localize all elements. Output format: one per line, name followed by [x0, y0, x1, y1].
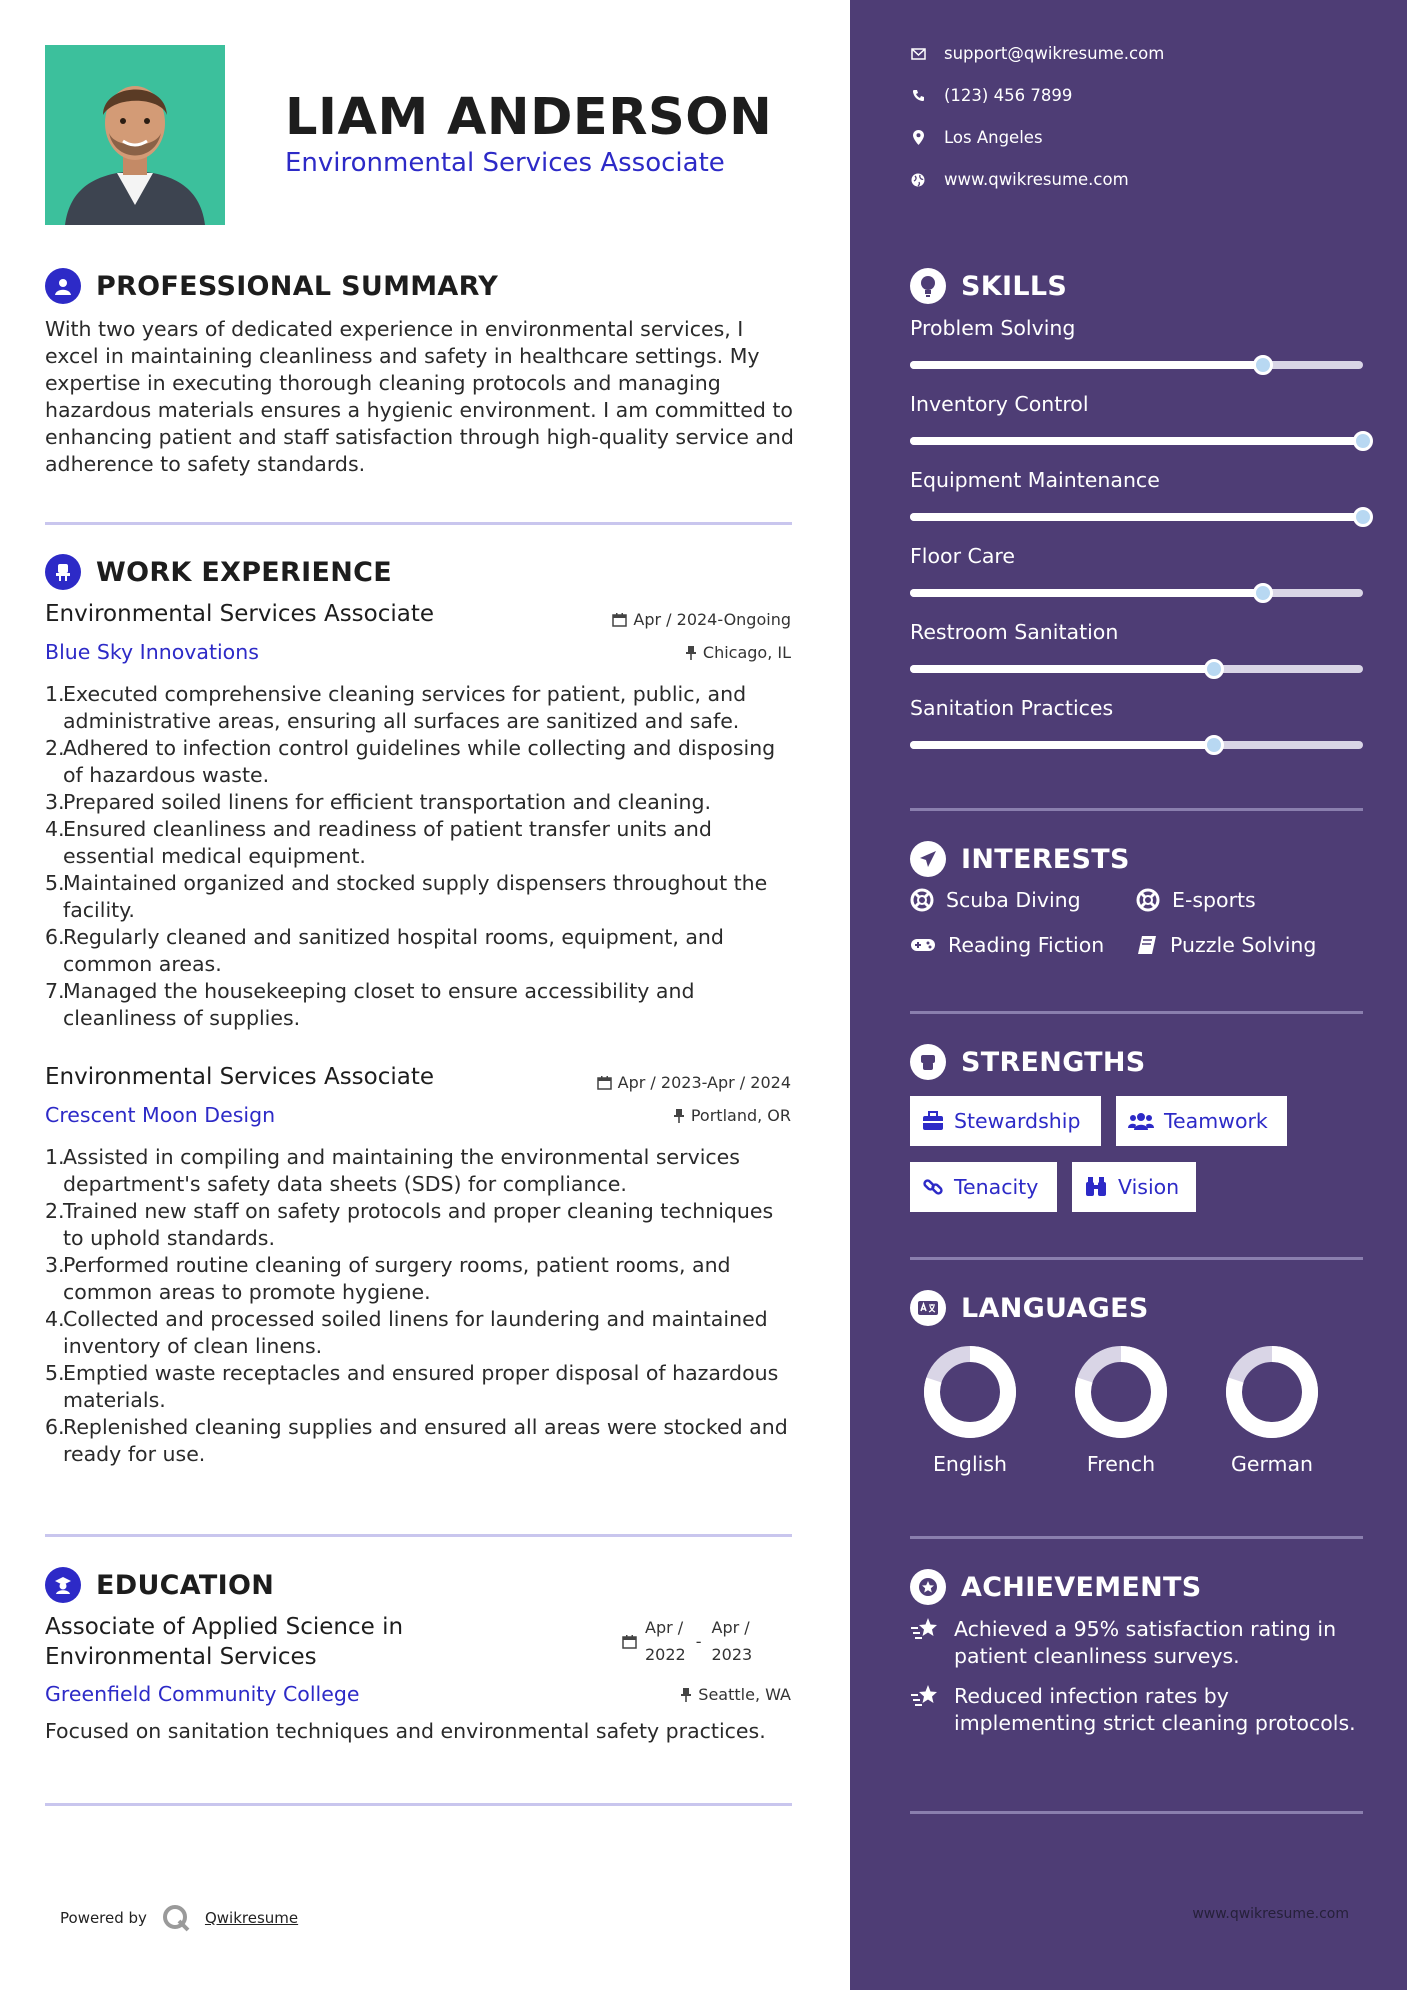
envelope-icon — [910, 48, 926, 60]
date-separator: - — [695, 1631, 702, 1651]
list-item: 2. Adhered to infection control guidelines while collecting and disposing of hazardous waste. — [45, 736, 776, 787]
language-label: English — [932, 1452, 1008, 1476]
interests-title: INTERESTS — [961, 843, 1130, 875]
language-item — [910, 1344, 1030, 1476]
calendar-icon — [612, 612, 627, 627]
skill-bar — [910, 741, 1363, 749]
skill-bar — [910, 665, 1363, 673]
pin-icon — [680, 1687, 692, 1702]
achievement-text: Reduced infection rates by implementing strict cleaning protocols. — [954, 1684, 1356, 1735]
summary-title: PROFESSIONAL SUMMARY — [96, 270, 499, 302]
contact-email[interactable] — [910, 44, 1164, 63]
summary-heading — [45, 268, 498, 304]
education-title: EDUCATION — [96, 1569, 275, 1601]
interests-heading — [910, 841, 1130, 877]
strength-label: Tenacity — [954, 1175, 1039, 1199]
lifebuoy-icon — [1136, 888, 1160, 912]
divider — [910, 808, 1363, 811]
contact-location — [910, 128, 1043, 147]
education-heading — [45, 1567, 274, 1603]
languages-heading — [910, 1290, 1149, 1326]
job-bullets — [45, 1144, 800, 1468]
list-item: 1. Assisted in compiling and maintaining the environmental services department's safety data sheets (SDS) for compliance. — [45, 1145, 740, 1196]
map-marker-icon — [910, 130, 926, 145]
experience-heading — [45, 554, 392, 590]
skill-level-knob — [1353, 507, 1373, 527]
globe-icon — [910, 173, 926, 187]
list-item: 1. Executed comprehensive cleaning services for patient, public, and administrative areas, ensuring all surfaces are sanitized and safe. — [45, 682, 747, 733]
achievement-text: Achieved a 95% satisfaction rating in patient cleanliness surveys. — [954, 1617, 1337, 1668]
contact-website-text: www.qwikresume.com — [944, 170, 1129, 189]
language-proficiency-ring — [922, 1344, 1018, 1440]
skill-bar-fill — [910, 589, 1263, 597]
skill-label: Sanitation Practices — [910, 696, 1114, 720]
skill-label: Problem Solving — [910, 316, 1076, 340]
list-item: 4. Ensured cleanliness and readiness of patient transfer units and essential medical equipment. — [45, 817, 712, 868]
degree-line-2: Environmental Services — [45, 1644, 317, 1670]
divider — [45, 522, 792, 525]
language-item — [1212, 1344, 1332, 1476]
job-dates — [597, 1073, 791, 1092]
interest-item — [1136, 888, 1256, 912]
skill-label: Floor Care — [910, 544, 1015, 568]
education-start: Apr / 2022 — [645, 1618, 686, 1664]
candidate-role: Environmental Services Associate — [285, 148, 725, 178]
list-item: 2. Trained new staff on safety protocols and proper cleaning techniques to uphold standards. — [45, 1199, 774, 1250]
skill-bar — [910, 513, 1363, 521]
achievements-title: ACHIEVEMENTS — [961, 1571, 1202, 1603]
achievement-item — [910, 1683, 1370, 1737]
job-dates-text: Apr / 2023-Apr / 2024 — [617, 1073, 791, 1092]
book-icon — [1136, 934, 1158, 956]
language-label: French — [1086, 1452, 1156, 1476]
star-badge-icon — [910, 1569, 946, 1605]
shooting-star-icon — [910, 1683, 940, 1709]
strength-chip — [910, 1096, 1101, 1146]
job-company: Crescent Moon Design — [45, 1103, 276, 1127]
skill-level-knob — [1204, 659, 1224, 679]
list-item: 3. Performed routine cleaning of surgery rooms, patient rooms, and common areas to promote hygiene. — [45, 1253, 731, 1304]
list-item: 5. Maintained organized and stocked supply dispensers throughout the facility. — [45, 871, 768, 922]
skills-heading — [910, 268, 1067, 304]
list-item: 3. Prepared soiled linens for efficient transportation and cleaning. — [45, 790, 711, 814]
interest-label: Scuba Diving — [946, 888, 1081, 912]
achievement-item — [910, 1616, 1370, 1670]
divider — [45, 1534, 792, 1537]
footer-website[interactable]: www.qwikresume.com — [1192, 1906, 1349, 1922]
brand-link[interactable]: Qwikresume — [204, 1909, 299, 1927]
divider — [910, 1536, 1363, 1539]
contact-location-text: Los Angeles — [944, 128, 1043, 147]
contact-phone-text: (123) 456 7899 — [944, 86, 1073, 105]
job-title: Environmental Services Associate — [45, 1064, 435, 1090]
skill-bar — [910, 361, 1363, 369]
calendar-icon — [597, 1075, 612, 1090]
phone-icon — [910, 89, 926, 102]
summary-text: With two years of dedicated experience in environmental services, I excel in maintaining cleanliness and safety in healthcare settings. My expertise in executing thorough cleaning protocols and managing hazardous materials ensures a hygienic environment. I am committed to enhancing patient and staff satisfaction through high-quality service and adherence to safety standards. — [45, 317, 794, 476]
skill-bar-fill — [910, 741, 1214, 749]
experience-title: WORK EXPERIENCE — [96, 556, 392, 588]
job-dates — [612, 610, 791, 629]
interest-label: Reading Fiction — [948, 933, 1105, 957]
graduate-icon — [45, 1567, 81, 1603]
skill-label: Equipment Maintenance — [910, 468, 1160, 492]
skill-bar — [910, 437, 1363, 445]
qwikresume-logo-icon — [161, 1903, 191, 1933]
pin-icon — [673, 1108, 685, 1123]
strength-label: Stewardship — [954, 1109, 1081, 1133]
list-item: 6. Regularly cleaned and sanitized hospital rooms, equipment, and common areas. — [45, 925, 724, 976]
school-name: Greenfield Community College — [45, 1682, 360, 1706]
binoculars-icon — [1084, 1176, 1108, 1198]
divider — [910, 1811, 1363, 1814]
skill-level-knob — [1353, 431, 1373, 451]
strength-label: Teamwork — [1164, 1109, 1268, 1133]
contact-email-text: support@qwikresume.com — [944, 44, 1165, 63]
language-proficiency-ring — [1073, 1344, 1169, 1440]
skill-bar-fill — [910, 665, 1214, 673]
strength-chip — [1072, 1162, 1196, 1212]
interest-label: Puzzle Solving — [1170, 933, 1317, 957]
list-item: 5. Emptied waste receptacles and ensured proper disposal of hazardous materials. — [45, 1361, 779, 1412]
job-dates-text: Apr / 2024-Ongoing — [633, 610, 791, 629]
shooting-star-icon — [910, 1616, 940, 1642]
skill-level-knob — [1204, 735, 1224, 755]
education-end: Apr / 2023 — [711, 1618, 753, 1664]
skill-bar-fill — [910, 361, 1263, 369]
powered-by — [60, 1903, 298, 1933]
education-location — [680, 1685, 791, 1704]
lifebuoy-icon — [910, 888, 934, 912]
divider — [45, 1803, 792, 1806]
users-icon — [1128, 1111, 1154, 1131]
paper-plane-icon — [910, 841, 946, 877]
job-location — [673, 1106, 791, 1125]
strength-chip — [910, 1162, 1057, 1212]
education-description: Focused on sanitation techniques and environmental safety practices. — [45, 1719, 766, 1743]
skill-bar-fill — [910, 513, 1363, 521]
divider — [910, 1257, 1363, 1260]
chair-icon — [45, 554, 81, 590]
strength-label: Vision — [1118, 1175, 1180, 1199]
link-icon — [922, 1176, 944, 1198]
calendar-icon — [622, 1634, 637, 1649]
strength-chip — [1116, 1096, 1287, 1146]
degree-line-1: Associate of Applied Science in — [45, 1614, 404, 1640]
job-location — [685, 643, 791, 662]
job-title: Environmental Services Associate — [45, 601, 435, 627]
powered-by-label: Powered by — [60, 1909, 147, 1927]
contact-website[interactable] — [910, 170, 1129, 189]
language-item — [1061, 1344, 1181, 1476]
briefcase-icon — [922, 1111, 944, 1131]
pin-icon — [685, 645, 697, 660]
interest-item — [910, 888, 1081, 912]
interest-item — [910, 933, 1104, 957]
lightbulb-icon — [910, 268, 946, 304]
candidate-name: LIAM ANDERSON — [285, 88, 773, 147]
list-item: 7. Managed the housekeeping closet to ensure accessibility and cleanliness of supplies. — [45, 979, 695, 1030]
strengths-title: STRENGTHS — [961, 1046, 1146, 1078]
language-icon — [910, 1290, 946, 1326]
skill-bar — [910, 589, 1363, 597]
list-item: 4. Collected and processed soiled linens for laundering and maintained inventory of clean linens. — [45, 1307, 768, 1358]
language-proficiency-ring — [1224, 1344, 1320, 1440]
languages-title: LANGUAGES — [961, 1292, 1149, 1324]
skill-bar-fill — [910, 437, 1363, 445]
gamepad-icon — [910, 935, 936, 955]
profile-photo — [45, 45, 225, 225]
strengths-heading — [910, 1044, 1146, 1080]
education-dates — [622, 1614, 752, 1668]
contact-phone[interactable] — [910, 86, 1072, 105]
skill-label: Restroom Sanitation — [910, 620, 1119, 644]
divider — [910, 1011, 1363, 1014]
list-item: 6. Replenished cleaning supplies and ensured all areas were stocked and ready for use. — [45, 1415, 788, 1466]
skills-title: SKILLS — [961, 270, 1068, 302]
achievements-heading — [910, 1569, 1202, 1605]
language-label: German — [1230, 1452, 1314, 1476]
job-location-text: Portland, OR — [690, 1106, 791, 1125]
job-company: Blue Sky Innovations — [45, 640, 259, 664]
skill-label: Inventory Control — [910, 392, 1089, 416]
fist-icon — [910, 1044, 946, 1080]
education-location-text: Seattle, WA — [698, 1685, 791, 1704]
interest-item — [1136, 933, 1316, 957]
job-bullets — [45, 681, 800, 1032]
interest-label: E-sports — [1172, 888, 1256, 912]
job-location-text: Chicago, IL — [702, 643, 791, 662]
user-icon — [45, 268, 81, 304]
